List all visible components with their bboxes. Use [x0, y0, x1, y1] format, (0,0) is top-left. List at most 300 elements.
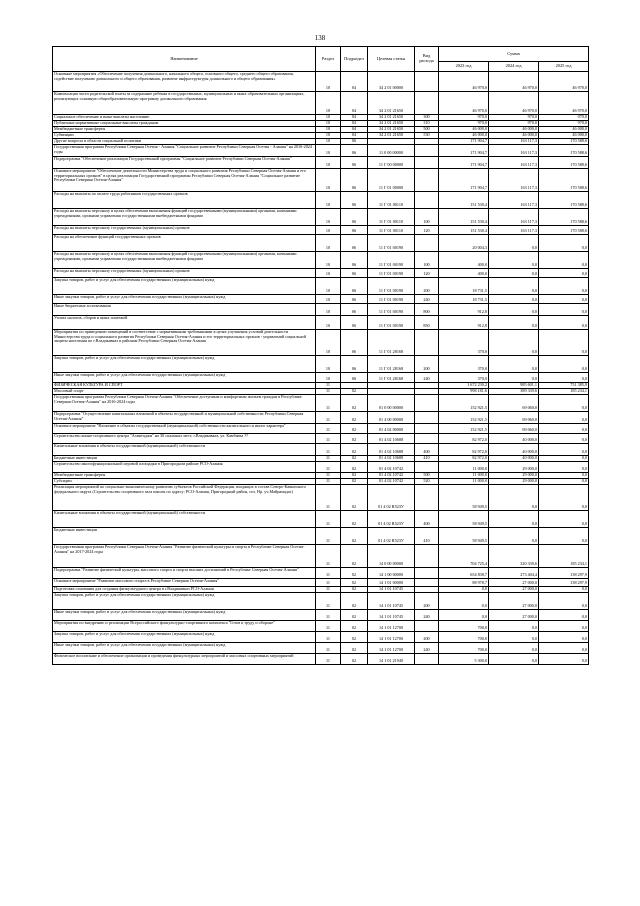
row-target-article: 11 Г 01 00110	[368, 209, 415, 226]
row-sum-2023: 171 904,7	[439, 169, 489, 192]
row-section: 11	[316, 643, 341, 654]
row-expense-type: 100	[415, 209, 439, 226]
row-sum-2023: 46 970,0	[439, 72, 489, 92]
row-sum-2023: 151 530,4	[439, 226, 489, 235]
row-sum-2023: 20 004,3	[439, 235, 489, 252]
row-section: 11	[316, 587, 341, 593]
row-name: Мероприятия по внедрению и реализации Всероссийского физкультурно-спортивного комплекса "Готов к труду и обороне"	[53, 621, 316, 632]
row-subsection: 02	[341, 456, 368, 462]
row-sum-2023: 46 970,0	[439, 92, 489, 115]
row-sum-2024: 0,0	[489, 304, 539, 316]
row-subsection: 06	[341, 192, 368, 209]
row-target-article: 11 Г 01 00190	[368, 304, 415, 316]
row-name: Расходы на выплаты персоналу в целях обеспечения выполнения функций государственными (муниципальными) органами, казенными учреждениями, органами управления государственными внебюджетными фондами	[53, 209, 316, 226]
row-sum-2023: 58 949,5	[439, 528, 489, 545]
row-sum-2024: 0,0	[489, 252, 539, 269]
row-name: Массовый спорт	[53, 389, 316, 395]
row-subsection: 02	[341, 511, 368, 528]
row-expense-type	[415, 462, 439, 473]
table-row	[53, 444, 589, 456]
row-sum-2023: 152 921,5	[439, 424, 489, 434]
row-name: Мероприятия по приведению помещений в соответствие с нормативными требованиями в целях улучшения условий деятельности Министерства труда и социального развития Республики Северная Осетия-Алания и его территориальных органов - управлений социальной защиты населения по г.Владикавказ и районам Республики Северная Осетия-Алания	[53, 330, 316, 356]
table-row	[53, 169, 589, 192]
row-expense-type: 200	[415, 356, 439, 373]
row-sum-2024: 29 000,0	[489, 479, 539, 485]
row-section: 11	[316, 579, 341, 587]
row-target-article: 14 1 01 10745	[368, 610, 415, 621]
row-subsection: 02	[341, 621, 368, 632]
row-expense-type: 200	[415, 632, 439, 643]
row-subsection: 06	[341, 373, 368, 383]
row-section: 10	[316, 316, 341, 330]
table-row	[53, 632, 589, 643]
row-sum-2025: 0,0	[539, 316, 589, 330]
row-expense-type	[415, 434, 439, 444]
row-sum-2025: 0,0	[539, 269, 589, 278]
row-target-article: 34 2 01 21650	[368, 115, 415, 121]
row-name: Подпрограмма "Развитие физической культуры, массового спорта и спорта высших достижений в Республике Северная Осетия-Алания"	[53, 568, 316, 579]
row-name: Основное мероприятие "Вложение в объекты государственной (муниципальной) собственности капитального и иного характера"	[53, 424, 316, 434]
row-sum-2023: 700,0	[439, 621, 489, 632]
row-target-article: 11 Г 01 00190	[368, 235, 415, 252]
row-sum-2023: 58 949,5	[439, 511, 489, 528]
row-target-article: 34 2 01 21650	[368, 121, 415, 127]
row-section: 11	[316, 389, 341, 395]
table-row	[53, 412, 589, 424]
row-name: Публичные нормативные социальные выплаты гражданам	[53, 121, 316, 127]
row-sum-2025: 0,0	[539, 587, 589, 593]
row-expense-type: 500	[415, 127, 439, 133]
table-row	[53, 424, 589, 434]
row-target-article: 14 1 01 10745	[368, 587, 415, 593]
row-subsection: 06	[341, 356, 368, 373]
table-row	[53, 528, 589, 545]
row-sum-2024: 163 117,3	[489, 139, 539, 145]
row-name: Государственная программа Республики Северная Осетия-Алания "Развитие физической культуры и спорта в Республике Северная Осетия-Алания" на 2017-2024 годы	[53, 545, 316, 568]
row-target-article: 34 2 01 00000	[368, 72, 415, 92]
table-row	[53, 654, 589, 665]
row-subsection: 02	[341, 389, 368, 395]
row-name: Физическое воспитание и обеспечение организации и проведения физкультурных мероприятий и массовых спортивных мероприятий	[53, 654, 316, 665]
row-name: Закупка товаров, работ и услуг для обеспечения государственных (муниципальных) нужд	[53, 356, 316, 373]
table-row	[53, 330, 589, 356]
row-sum-2025: 0,0	[539, 434, 589, 444]
row-sum-2025: 0,0	[539, 395, 589, 412]
row-name: Иные закупки товаров, работ и услуг для обеспечения государственных (муниципальных) нужд	[53, 295, 316, 304]
row-sum-2025: 751 385,9	[539, 383, 589, 389]
row-sum-2024: 0,0	[489, 528, 539, 545]
row-sum-2024: 0,0	[489, 511, 539, 528]
row-target-article: 11 Г 01 28168	[368, 356, 415, 373]
row-subsection: 02	[341, 643, 368, 654]
row-name: Государственная программа Республики Северная Осетия - Алания "Социальное развитие Республики Северная Осетия - Алания" на 2016-2024 годы	[53, 145, 316, 157]
row-sum-2024: 40 000,0	[489, 434, 539, 444]
row-name: Расходы на выплаты персоналу государственных (муниципальных) органов	[53, 269, 316, 278]
row-section: 10	[316, 226, 341, 235]
row-sum-2023: 88 978,7	[439, 579, 489, 587]
row-sum-2024: 27 000,0	[489, 610, 539, 621]
table-row	[53, 356, 589, 373]
header-sum: Сумма	[439, 47, 589, 62]
row-expense-type: 410	[415, 528, 439, 545]
row-sum-2023: 82 972,0	[439, 434, 489, 444]
row-subsection: 06	[341, 269, 368, 278]
row-expense-type: 200	[415, 593, 439, 610]
row-target-article: 01 4 02 R523У	[368, 528, 415, 545]
row-subsection: 04	[341, 121, 368, 127]
row-name: Межбюджетные трансферты	[53, 127, 316, 133]
row-sum-2024: 163 117,3	[489, 209, 539, 226]
row-section: 11	[316, 511, 341, 528]
row-expense-type	[415, 395, 439, 412]
row-sum-2023: 912,8	[439, 304, 489, 316]
row-subsection: 02	[341, 412, 368, 424]
row-subsection: 06	[341, 157, 368, 169]
row-target-article: 01 4 02 10742	[368, 473, 415, 479]
row-sum-2025: 46 000,0	[539, 133, 589, 139]
row-name: Основные мероприятия «Обеспечение получения дошкольного, начального общего, основного общего, среднего общего образования, содействие получению дошкольного и общего образования, развитие инфраструктуры дошкольного и общего образования»	[53, 72, 316, 92]
row-expense-type: 500	[415, 473, 439, 479]
header-subsection: Подраздел	[341, 47, 368, 72]
row-target-article: 01 4 02 10742	[368, 479, 415, 485]
row-subsection: 02	[341, 479, 368, 485]
table-row	[53, 643, 589, 654]
row-sum-2024: 27 000,0	[489, 593, 539, 610]
row-target-article: 11 Г 01 00190	[368, 295, 415, 304]
row-target-article: 11 Г 00 00000	[368, 157, 415, 169]
row-sum-2023: 1 672 230,2	[439, 383, 489, 389]
row-target-article: 14 1 01 10745	[368, 593, 415, 610]
row-section: 11	[316, 621, 341, 632]
row-sum-2025: 0,0	[539, 235, 589, 252]
row-expense-type	[415, 192, 439, 209]
row-subsection: 04	[341, 115, 368, 121]
row-section: 11	[316, 528, 341, 545]
row-expense-type	[415, 621, 439, 632]
row-target-article: 11 Г 01 00110	[368, 226, 415, 235]
row-sum-2024: 46 970,0	[489, 72, 539, 92]
row-name: Другие вопросы в области социальной политики	[53, 139, 316, 145]
row-subsection: 04	[341, 133, 368, 139]
row-sum-2024: 320 339,6	[489, 545, 539, 568]
row-sum-2025: 0,0	[539, 278, 589, 295]
row-subsection: 06	[341, 278, 368, 295]
row-name: Строительство многофункциональной игровой площадки в Пригородном районе РСО-Алания	[53, 462, 316, 473]
row-sum-2025: 0,0	[539, 462, 589, 473]
row-sum-2024: 46 000,0	[489, 133, 539, 139]
row-expense-type: 530	[415, 133, 439, 139]
row-sum-2023: 171 904,7	[439, 139, 489, 145]
row-expense-type	[415, 92, 439, 115]
row-target-article: 14 1 01 12700	[368, 621, 415, 632]
row-sum-2025: 0,0	[539, 373, 589, 383]
row-sum-2024: 273 404,4	[489, 568, 539, 579]
row-section: 11	[316, 424, 341, 434]
row-sum-2024: 163 117,3	[489, 226, 539, 235]
table-row	[53, 192, 589, 209]
row-sum-2024: 0,0	[489, 356, 539, 373]
row-name: Уплата налогов, сборов и иных платежей	[53, 316, 316, 330]
row-section: 11	[316, 456, 341, 462]
row-sum-2024: 163 117,3	[489, 192, 539, 209]
row-section: 10	[316, 209, 341, 226]
table-row	[53, 434, 589, 444]
row-target-article: 01 4 02 10688	[368, 456, 415, 462]
row-section: 11	[316, 545, 341, 568]
row-sum-2023: 58 949,5	[439, 485, 489, 511]
row-sum-2025: 0,0	[539, 356, 589, 373]
row-sum-2024: 46 970,0	[489, 92, 539, 115]
table-row	[53, 304, 589, 316]
row-sum-2023: 171 904,7	[439, 157, 489, 169]
row-sum-2025: 170 588,6	[539, 192, 589, 209]
row-subsection: 02	[341, 568, 368, 579]
row-sum-2024: 0,0	[489, 643, 539, 654]
row-section: 10	[316, 115, 341, 121]
row-subsection: 02	[341, 587, 368, 593]
budget-table	[52, 46, 589, 665]
row-expense-type: 850	[415, 316, 439, 330]
row-sum-2025: 0,0	[539, 304, 589, 316]
row-target-article: 34 2 01 21650	[368, 127, 415, 133]
row-sum-2025: 0,0	[539, 643, 589, 654]
row-sum-2024: 985 601,1	[489, 383, 539, 389]
row-sum-2024: 0,0	[489, 632, 539, 643]
table-row	[53, 593, 589, 610]
row-name: Иные бюджетные ассигнования	[53, 304, 316, 316]
row-sum-2023: 370,0	[439, 330, 489, 356]
row-subsection: 02	[341, 444, 368, 456]
row-sum-2024: 29 000,0	[489, 473, 539, 479]
row-sum-2023: 0,0	[439, 587, 489, 593]
row-section: 10	[316, 157, 341, 169]
row-subsection: 04	[341, 92, 368, 115]
row-sum-2024: 0,0	[489, 621, 539, 632]
row-name: Субвенции	[53, 133, 316, 139]
row-sum-2023: 46 000,0	[439, 127, 489, 133]
row-sum-2023: 151 530,4	[439, 209, 489, 226]
table-row	[53, 579, 589, 587]
row-sum-2023: 152 921,5	[439, 412, 489, 424]
row-expense-type: 400	[415, 511, 439, 528]
row-expense-type	[415, 485, 439, 511]
row-subsection: 02	[341, 545, 368, 568]
row-name: Основное мероприятие "Обеспечение деятельности Министерства труда и социального развития Республики Северная Осетия-Алания и его территориальных органов" в целях реализации Государственной программы Республики Северная Осетия-Алания "Социальное развитие Республики Северная Осетия-Алания"	[53, 169, 316, 192]
row-sum-2024: 27 000,0	[489, 579, 539, 587]
row-expense-type	[415, 579, 439, 587]
row-sum-2023: 171 904,7	[439, 145, 489, 157]
row-section: 10	[316, 133, 341, 139]
table-row	[53, 235, 589, 252]
row-target-article: 11 Г 01 00190	[368, 269, 415, 278]
row-expense-type	[415, 330, 439, 356]
table-row	[53, 278, 589, 295]
table-row	[53, 92, 589, 115]
row-sum-2023: 0,0	[439, 593, 489, 610]
row-target-article: 01 4 02 R523У	[368, 485, 415, 511]
header-target-article: Целевая статья	[368, 47, 415, 72]
row-sum-2024: 69 060,0	[489, 424, 539, 434]
row-sum-2024: 0,0	[489, 654, 539, 665]
row-section: 10	[316, 252, 341, 269]
row-subsection: 02	[341, 528, 368, 545]
row-target-article: 11 Г 01 00190	[368, 252, 415, 269]
row-name: Бюджетные инвестиции	[53, 456, 316, 462]
row-sum-2024: 69 060,0	[489, 412, 539, 424]
row-sum-2025: 0,0	[539, 632, 589, 643]
row-expense-type: 310	[415, 121, 439, 127]
row-sum-2024: 970,0	[489, 115, 539, 121]
row-sum-2025: 0,0	[539, 424, 589, 434]
row-section: 10	[316, 235, 341, 252]
row-expense-type: 240	[415, 643, 439, 654]
row-name: Капитальные вложения в объекты государственной (муниципальной) собственности	[53, 511, 316, 528]
table-row	[53, 462, 589, 473]
row-target-article: 01 0 00 00000	[368, 395, 415, 412]
row-subsection: 06	[341, 139, 368, 145]
table-row	[53, 621, 589, 632]
row-sum-2025: 0,0	[539, 485, 589, 511]
row-sum-2024: 29 000,0	[489, 462, 539, 473]
row-expense-type: 240	[415, 610, 439, 621]
row-expense-type: 200	[415, 278, 439, 295]
row-target-article: 11 Г 01 00190	[368, 316, 415, 330]
header-expense-type: Вид расхода	[415, 47, 439, 72]
row-subsection: 06	[341, 209, 368, 226]
row-name: Реализация мероприятий по социально-экономическому развитию субъектов Российской Федерации, входящих в состав Северо-Кавказского федерального округа (Строительство спортивного зала школы по адресу: РСО-Алания, Пригородный район, сел. Нр. уч.Майрамадаг)	[53, 485, 316, 511]
row-subsection: 02	[341, 485, 368, 511]
table-row	[53, 511, 589, 528]
row-section: 10	[316, 278, 341, 295]
row-expense-type	[415, 654, 439, 665]
table-row	[53, 545, 589, 568]
header-year-2024: 2024 год	[489, 62, 539, 72]
row-name: Иные закупки товаров, работ и услуг для обеспечения государственных (муниципальных) нужд	[53, 373, 316, 383]
row-section: 10	[316, 145, 341, 157]
row-expense-type	[415, 72, 439, 92]
row-target-article: 11 Г 01 28168	[368, 373, 415, 383]
row-sum-2023: 370,0	[439, 373, 489, 383]
row-expense-type	[415, 235, 439, 252]
row-sum-2023: 11 000,0	[439, 479, 489, 485]
table-row	[53, 226, 589, 235]
row-sum-2025: 170 588,6	[539, 145, 589, 157]
row-subsection: 02	[341, 395, 368, 412]
row-sum-2025: 170 588,6	[539, 226, 589, 235]
row-sum-2025: 0,0	[539, 654, 589, 665]
row-sum-2024: 163 117,3	[489, 169, 539, 192]
row-target-article: 34 2 01 21650	[368, 92, 415, 115]
row-name: Социальное обеспечение и иные выплаты населению	[53, 115, 316, 121]
row-sum-2024: 46 000,0	[489, 127, 539, 133]
table-row	[53, 269, 589, 278]
row-expense-type: 100	[415, 252, 439, 269]
row-sum-2023: 370,0	[439, 356, 489, 373]
row-sum-2023: 11 000,0	[439, 473, 489, 479]
row-name: Компенсация части родительской платы за содержание ребенка в государственных, муниципальных и иных образовательных организациях, реализующих основную общеобразовательную программу дошкольного образования	[53, 92, 316, 115]
row-name: Расходы на обеспечение функций государственных органов	[53, 235, 316, 252]
row-section: 11	[316, 383, 341, 389]
row-expense-type: 800	[415, 304, 439, 316]
row-sum-2023: 654 838,7	[439, 568, 489, 579]
row-expense-type	[415, 568, 439, 579]
row-name: Иные закупки товаров, работ и услуг для обеспечения государственных (муниципальных) нужд	[53, 643, 316, 654]
row-subsection: 02	[341, 654, 368, 665]
row-sum-2024: 389 339,6	[489, 389, 539, 395]
table-row	[53, 610, 589, 621]
row-subsection: 06	[341, 252, 368, 269]
table-body	[53, 72, 589, 665]
row-target-article: 01 4 02 10688	[368, 434, 415, 444]
row-sum-2024: 0,0	[489, 373, 539, 383]
row-expense-type	[415, 545, 439, 568]
row-section: 10	[316, 169, 341, 192]
row-sum-2024: 0,0	[489, 316, 539, 330]
row-sum-2025: 970,0	[539, 121, 589, 127]
row-section: 10	[316, 373, 341, 383]
row-target-article: 14 1 01 21940	[368, 654, 415, 665]
row-subsection: 06	[341, 226, 368, 235]
row-section: 11	[316, 412, 341, 424]
row-target-article: 01 4 02 10742	[368, 462, 415, 473]
row-name: Закупка товаров, работ и услуг для обеспечения государственных (муниципальных) нужд	[53, 593, 316, 610]
table-row	[53, 568, 589, 579]
row-expense-type: 410	[415, 456, 439, 462]
row-subsection: 06	[341, 295, 368, 304]
row-subsection: 02	[341, 593, 368, 610]
row-sum-2023: 82 972,0	[439, 444, 489, 456]
row-target-article: 11 Г 01 00110	[368, 192, 415, 209]
row-section: 10	[316, 304, 341, 316]
row-target-article: 01 4 02 10688	[368, 444, 415, 456]
row-expense-type: 300	[415, 115, 439, 121]
row-sum-2023: 970,0	[439, 121, 489, 127]
table-row	[53, 252, 589, 269]
row-sum-2025: 0,0	[539, 330, 589, 356]
row-sum-2023: 998 181,6	[439, 389, 489, 395]
header-year-2025: 2025 год	[539, 62, 589, 72]
row-sum-2025: 0,0	[539, 412, 589, 424]
row-sum-2023: 912,8	[439, 316, 489, 330]
row-section: 10	[316, 121, 341, 127]
row-target-article: 34 2 01 21650	[368, 133, 415, 139]
table-row	[53, 209, 589, 226]
row-sum-2025: 0,0	[539, 621, 589, 632]
row-name: Подпрограмма "Осуществление капитальных вложений в объекты государственной и муниципальной собственности Республики Северная Осетия-Алания"	[53, 412, 316, 424]
row-section: 10	[316, 72, 341, 92]
row-sum-2025: 0,0	[539, 479, 589, 485]
row-target-article: 11 Г 01 00190	[368, 278, 415, 295]
row-section: 11	[316, 632, 341, 643]
row-expense-type	[415, 169, 439, 192]
row-sum-2023: 970,0	[439, 115, 489, 121]
page-number: 138	[314, 34, 326, 42]
row-subsection: 06	[341, 304, 368, 316]
row-sum-2023: 0,0	[439, 610, 489, 621]
row-subsection: 06	[341, 330, 368, 356]
row-subsection: 06	[341, 145, 368, 157]
row-name: Субсидии	[53, 479, 316, 485]
row-subsection: 06	[341, 316, 368, 330]
row-subsection: 02	[341, 462, 368, 473]
row-sum-2023: 151 530,4	[439, 192, 489, 209]
row-subsection: 04	[341, 127, 368, 133]
row-sum-2025: 138 297,9	[539, 568, 589, 579]
table-row	[53, 316, 589, 330]
row-name: Расходы на выплаты персоналу в целях обеспечения выполнения функций государственными (муниципальными) органами, казенными учреждениями, органами управления государственными внебюджетными фондами	[53, 252, 316, 269]
row-section: 11	[316, 610, 341, 621]
row-section: 10	[316, 139, 341, 145]
